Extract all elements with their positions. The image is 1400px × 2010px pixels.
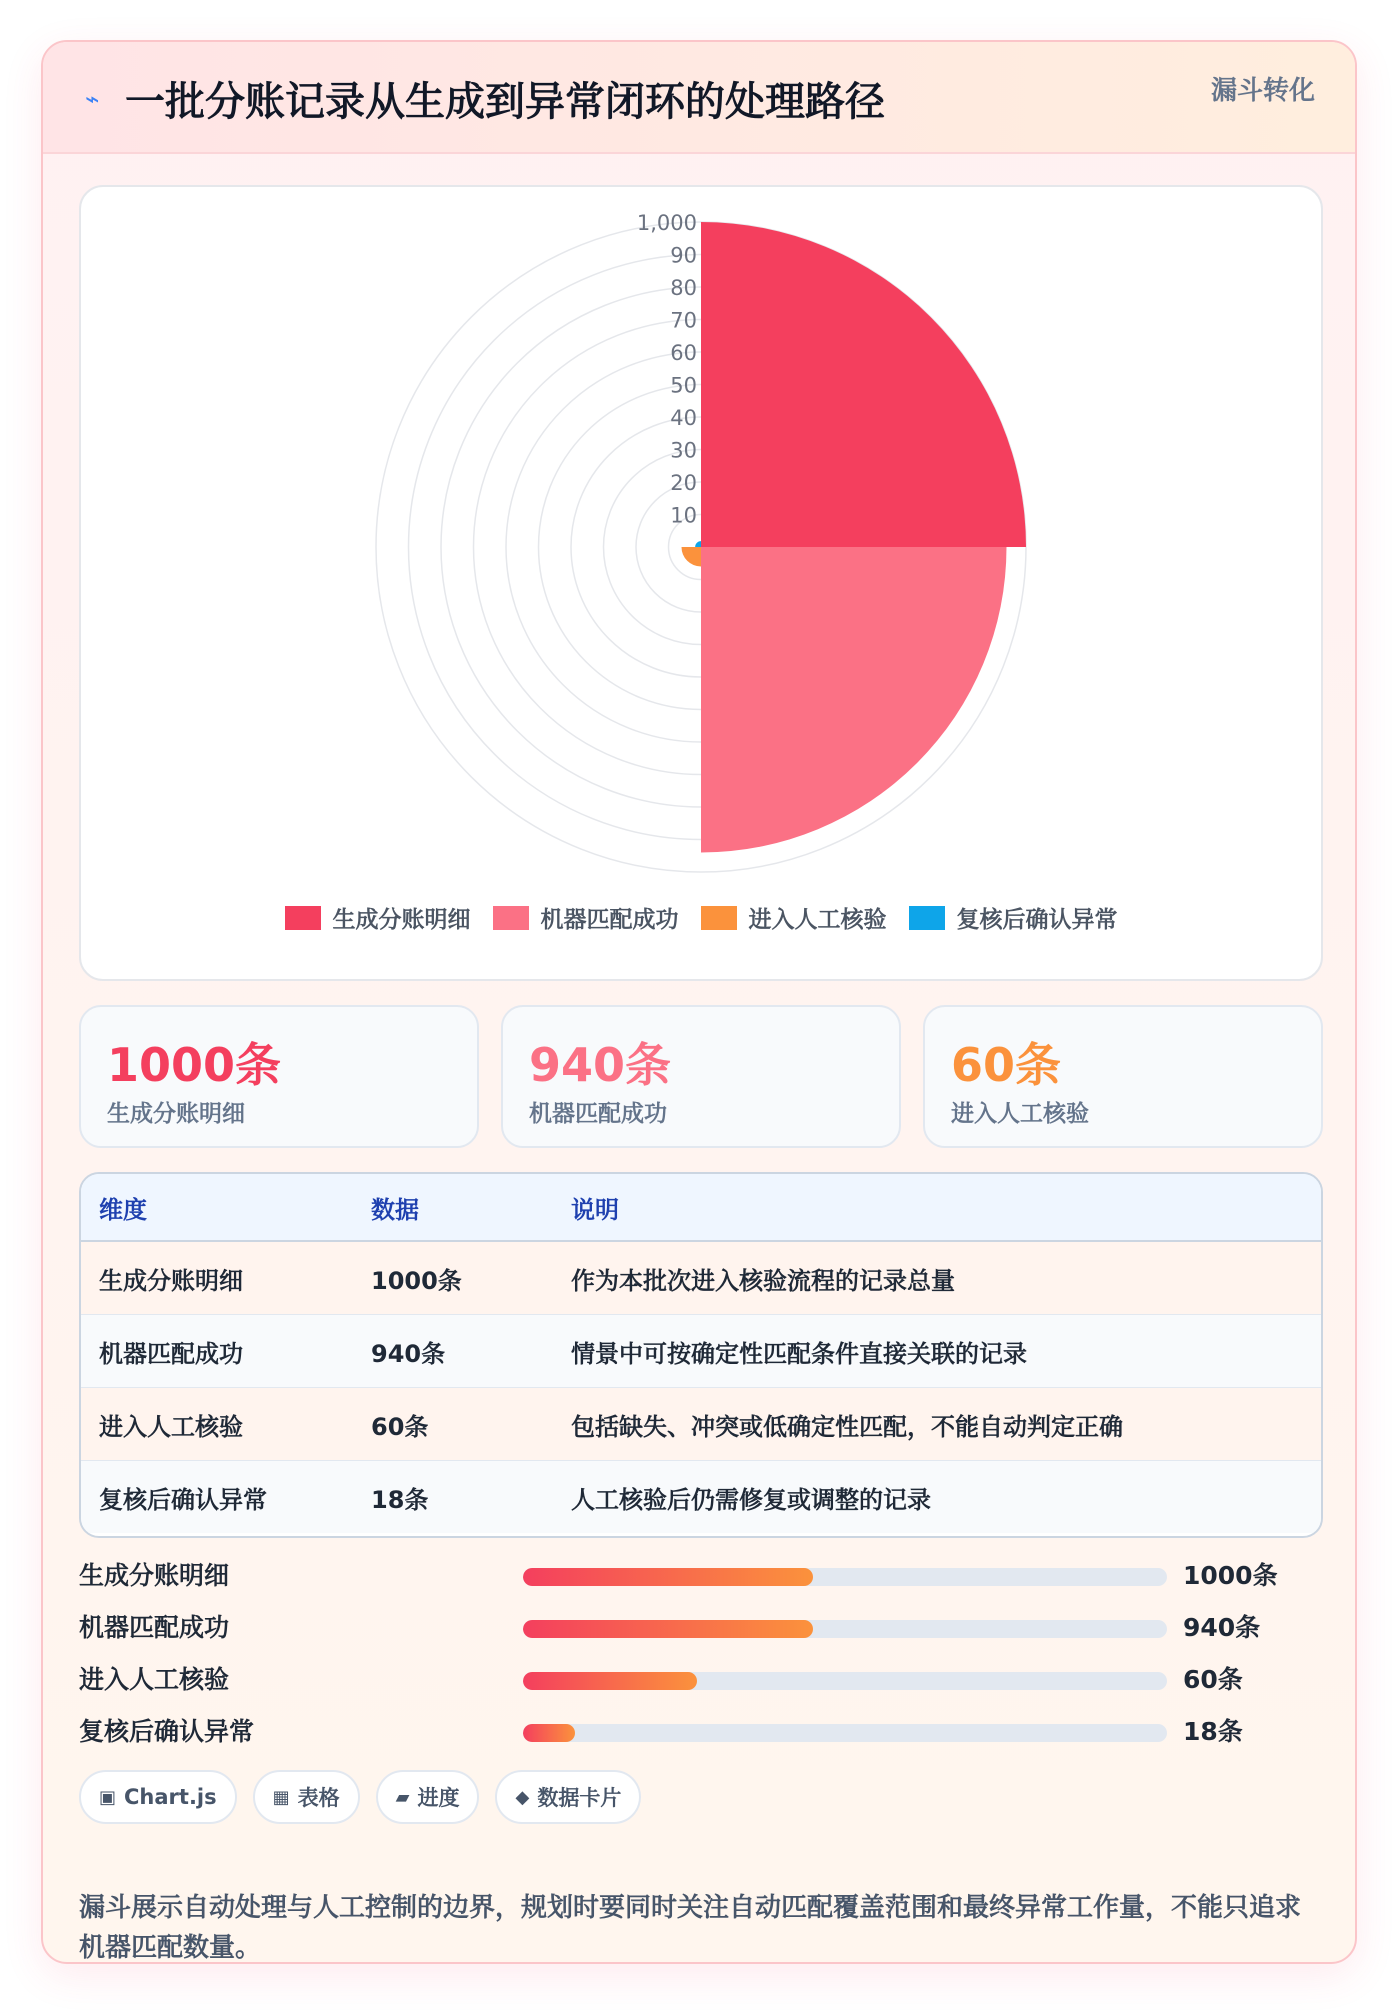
page-title: 一批分账记录从生成到异常闭环的处理路径 bbox=[125, 79, 885, 125]
polar-area-chart bbox=[81, 187, 1321, 887]
polar-sector-2[interactable] bbox=[701, 547, 1007, 853]
stat-label: 进入人工核验 bbox=[951, 1101, 1089, 1127]
polar-sector-1[interactable] bbox=[701, 222, 1026, 547]
stat-card bbox=[501, 1005, 901, 1148]
table-cell-data: 60条 bbox=[353, 1388, 553, 1461]
chip-progress[interactable] bbox=[376, 1770, 480, 1824]
stat-label: 机器匹配成功 bbox=[529, 1101, 667, 1127]
progress-row bbox=[79, 1660, 1323, 1700]
stat-card bbox=[923, 1005, 1323, 1148]
lightning-icon: ⌁ bbox=[85, 85, 100, 113]
r-tick-label: 60 bbox=[670, 341, 697, 365]
progress-value: 60条 bbox=[1183, 1665, 1243, 1694]
table-cell-dimension: 复核后确认异常 bbox=[81, 1461, 353, 1534]
progress-label: 机器匹配成功 bbox=[79, 1613, 230, 1642]
progress-track bbox=[523, 1620, 1167, 1638]
stat-value: 60条 bbox=[951, 1038, 1062, 1092]
progress-track bbox=[523, 1568, 1167, 1586]
chip-card[interactable] bbox=[495, 1770, 641, 1824]
progress-label: 生成分账明细 bbox=[79, 1561, 230, 1590]
table-row bbox=[81, 1388, 1321, 1461]
legend-label: 复核后确认异常 bbox=[956, 907, 1118, 933]
r-tick-label: 80 bbox=[670, 276, 697, 300]
progress-fill bbox=[523, 1568, 813, 1586]
progress-icon: ▰ bbox=[395, 1786, 410, 1808]
report-card bbox=[41, 40, 1357, 1964]
table-header-dimension: 维度 bbox=[81, 1174, 353, 1241]
legend-item[interactable] bbox=[701, 901, 887, 934]
stat-cards bbox=[79, 1005, 1323, 1148]
table-row bbox=[81, 1315, 1321, 1388]
chip-label: 进度 bbox=[417, 1786, 460, 1810]
progress-track bbox=[523, 1672, 1167, 1690]
stat-value: 1000条 bbox=[107, 1038, 282, 1092]
chip-chart[interactable] bbox=[79, 1770, 237, 1824]
polar-sector-4[interactable] bbox=[695, 541, 701, 547]
table-cell-description: 人工核验后仍需修复或调整的记录 bbox=[553, 1461, 1321, 1534]
r-tick-label: 30 bbox=[670, 438, 697, 463]
r-tick-label: 1,000 bbox=[636, 211, 697, 235]
r-tick-label: 40 bbox=[670, 406, 697, 430]
r-tick-label: 90 bbox=[670, 243, 697, 268]
chart-icon: ▣ bbox=[99, 1786, 117, 1808]
feature-chips bbox=[79, 1770, 641, 1828]
chip-label: Chart.js bbox=[124, 1785, 217, 1809]
legend-item[interactable] bbox=[285, 901, 471, 934]
progress-row bbox=[79, 1608, 1323, 1648]
legend-swatch bbox=[493, 906, 529, 930]
summary-note: 漏斗展示自动处理与人工控制的边界，规划时要同时关注自动匹配覆盖范围和最终异常工作量，不能只追求机器匹配数量。 bbox=[79, 1893, 1302, 1963]
r-tick-label: 50 bbox=[670, 373, 697, 398]
table-cell-description: 作为本批次进入核验流程的记录总量 bbox=[553, 1241, 1321, 1315]
legend-swatch bbox=[701, 906, 737, 930]
card-header bbox=[43, 42, 1355, 154]
table-header-data: 数据 bbox=[353, 1174, 553, 1241]
legend-swatch bbox=[285, 906, 321, 930]
r-tick-label: 70 bbox=[670, 308, 697, 333]
progress-label: 进入人工核验 bbox=[79, 1665, 230, 1694]
legend-label: 机器匹配成功 bbox=[540, 907, 679, 933]
table-icon: ▦ bbox=[272, 1786, 290, 1808]
table-header-row bbox=[81, 1174, 1321, 1241]
table-header-description: 说明 bbox=[553, 1174, 1321, 1241]
progress-row bbox=[79, 1556, 1323, 1596]
chip-table[interactable] bbox=[253, 1770, 360, 1824]
table-cell-description: 包括缺失、冲突或低确定性匹配，不能自动判定正确 bbox=[553, 1388, 1321, 1461]
table-cell-data: 18条 bbox=[353, 1461, 553, 1534]
chart-panel bbox=[79, 185, 1323, 981]
chip-label: 表格 bbox=[297, 1786, 340, 1810]
progress-row bbox=[79, 1712, 1323, 1752]
chart-type-badge: 漏斗转化 bbox=[1210, 76, 1315, 106]
progress-track bbox=[523, 1724, 1167, 1742]
stat-value: 940条 bbox=[529, 1038, 672, 1092]
table-cell-description: 情景中可按确定性匹配条件直接关联的记录 bbox=[553, 1315, 1321, 1388]
progress-label: 复核后确认异常 bbox=[79, 1717, 255, 1746]
legend-label: 进入人工核验 bbox=[748, 907, 887, 933]
legend-item[interactable] bbox=[909, 901, 1118, 934]
card-icon: ◆ bbox=[515, 1786, 530, 1808]
table-row bbox=[81, 1461, 1321, 1534]
r-tick-label: 20 bbox=[670, 471, 697, 495]
polar-sector-3[interactable] bbox=[682, 547, 702, 567]
progress-fill bbox=[523, 1672, 697, 1690]
progress-fill bbox=[523, 1620, 813, 1638]
progress-fill bbox=[523, 1724, 575, 1742]
table-cell-dimension: 生成分账明细 bbox=[81, 1241, 353, 1315]
r-tick-label: 10 bbox=[670, 503, 697, 528]
table-cell-dimension: 进入人工核验 bbox=[81, 1388, 353, 1461]
chip-label: 数据卡片 bbox=[537, 1786, 622, 1810]
progress-value: 18条 bbox=[1183, 1717, 1243, 1746]
progress-value: 940条 bbox=[1183, 1613, 1261, 1642]
table-cell-data: 1000条 bbox=[353, 1241, 553, 1315]
table-cell-dimension: 机器匹配成功 bbox=[81, 1315, 353, 1388]
chart-legend bbox=[81, 901, 1321, 934]
data-table bbox=[79, 1172, 1323, 1538]
legend-item[interactable] bbox=[493, 901, 679, 934]
legend-swatch bbox=[909, 906, 945, 930]
stat-card bbox=[79, 1005, 479, 1148]
stat-label: 生成分账明细 bbox=[107, 1101, 245, 1127]
legend-label: 生成分账明细 bbox=[332, 907, 471, 933]
table-cell-data: 940条 bbox=[353, 1315, 553, 1388]
progress-value: 1000条 bbox=[1183, 1561, 1278, 1590]
table-row bbox=[81, 1241, 1321, 1315]
